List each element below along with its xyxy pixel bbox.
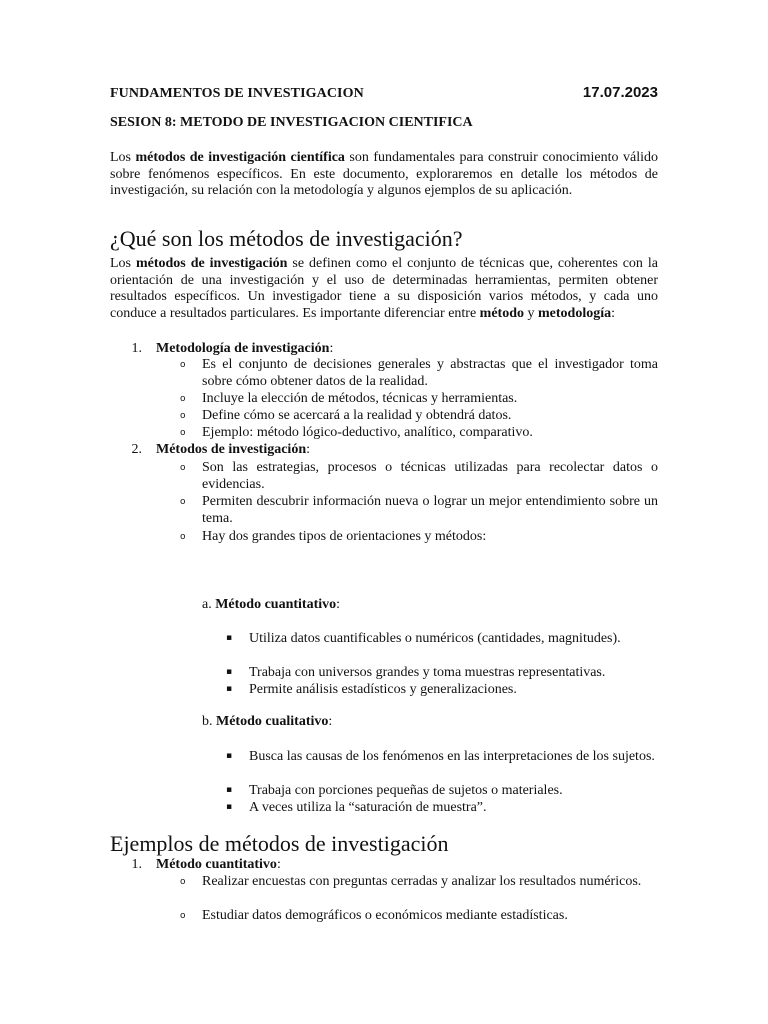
square-bullet-icon: ▪ — [226, 667, 233, 677]
session-title: SESION 8: METODO DE INVESTIGACION CIENTIFICA — [110, 115, 473, 130]
method-title: Método cualitativo — [216, 714, 329, 729]
method-colon: : — [336, 597, 341, 612]
square-bullet-icon: ▪ — [226, 684, 233, 694]
method-point: Trabaja con porciones pequeñas de sujetos o materiales. — [249, 783, 563, 798]
def-text-and: y — [524, 305, 538, 321]
list-item-colon: : — [306, 442, 310, 457]
sublist-item: Realizar encuestas con preguntas cerradas y analizar los resultados numéricos. — [202, 874, 642, 889]
document-page — [110, 0, 658, 1024]
circle-bullet-icon: o — [180, 428, 186, 438]
method-letter: a. — [202, 597, 212, 612]
circle-bullet-icon: o — [180, 877, 186, 887]
sublist-item: Hay dos grandes tipos de orientaciones y métodos: — [202, 529, 487, 544]
square-bullet-icon: ▪ — [226, 785, 233, 795]
list-item-title-text: Métodos de investigación — [156, 442, 307, 457]
list-item-title-text: Metodología de investigación — [156, 341, 330, 356]
sublist-item: Son las estrategias, procesos o técnicas utilizadas para recolectar datos o evidencias. — [202, 460, 658, 492]
circle-bullet-icon: o — [180, 411, 186, 421]
method-letter: b. — [202, 714, 213, 729]
method-point: A veces utiliza la “saturación de muestra”. — [249, 800, 487, 815]
method-heading-cuantitativo — [202, 597, 340, 614]
intro-text-rest: son fundamentales para construir conocimiento válido sobre fenómenos específicos. En este documento, exploraremos en detalle los métodos de investigación, su relación con la metodología y algunos ejemplos de su aplicación. — [110, 150, 658, 198]
method-point: Busca las causas de los fenómenos en las interpretaciones de los sujetos. — [249, 749, 655, 764]
list-item-colon: : — [276, 857, 281, 872]
def-text-end: : — [611, 305, 615, 321]
method-point: Utiliza datos cuantificables o numéricos (cantidades, magnitudes). — [249, 631, 621, 646]
intro-paragraph — [110, 150, 658, 200]
circle-bullet-icon: o — [180, 394, 186, 404]
document-header — [110, 86, 658, 104]
list-item-title — [156, 341, 333, 358]
list-number: 2. — [131, 442, 142, 457]
method-title: Método cuantitativo — [215, 597, 337, 612]
intro-text-start: Los — [110, 150, 136, 165]
sublist-item: Incluye la elección de métodos, técnicas y herramientas. — [202, 391, 518, 406]
sublist-item: Estudiar datos demográficos o económicos mediante estadísticas. — [202, 908, 568, 923]
document-date: 17.07.2023 — [582, 84, 658, 101]
sublist-item: Es el conjunto de decisiones generales y abstractas que el investigador toma sobre cómo obtener datos de la realidad. — [202, 357, 658, 389]
list-number: 1. — [131, 341, 142, 356]
intro-bold-term: métodos de investigación científica — [135, 150, 345, 165]
square-bullet-icon: ▪ — [226, 751, 233, 761]
list-item-title — [156, 442, 310, 459]
circle-bullet-icon: o — [180, 497, 186, 507]
course-title: FUNDAMENTOS DE INVESTIGACION — [110, 86, 364, 101]
definition-paragraph — [110, 256, 658, 322]
list-item-title-text: Método cuantitativo — [156, 857, 277, 872]
section-heading-examples: Ejemplos de métodos de investigación — [110, 831, 449, 856]
sublist-item: Define cómo se acercará a la realidad y obtendrá datos. — [202, 408, 512, 423]
square-bullet-icon: ▪ — [226, 633, 233, 643]
list-item-colon: : — [329, 341, 334, 356]
method-point: Trabaja con universos grandes y toma muestras representativas. — [249, 665, 606, 680]
circle-bullet-icon: o — [180, 911, 186, 921]
def-bold-term: métodos de investigación — [135, 256, 288, 271]
circle-bullet-icon: o — [180, 360, 186, 370]
list-number: 1. — [131, 857, 142, 872]
def-bold-metodo: método — [479, 305, 524, 321]
method-heading-cualitativo — [202, 714, 332, 731]
def-text-mid: se definen como el conjunto de técnicas que, coherentes con la orientación de una investigación y el uso de determinadas herramientas, permiten obtener resultados específicos. Un investigador tiene a su disposición varios métodos, y cada uno conduce a resultados particulares. Es importante diferenciar entre — [110, 256, 658, 321]
sublist-item: Ejemplo: método lógico-deductivo, analítico, comparativo. — [202, 425, 533, 440]
sublist-item: Permiten descubrir información nueva o lograr un mejor entendimiento sobre un tema. — [202, 494, 658, 526]
square-bullet-icon: ▪ — [226, 802, 233, 812]
method-colon: : — [328, 714, 333, 729]
circle-bullet-icon: o — [180, 463, 186, 473]
def-bold-metodologia: metodología — [538, 305, 612, 321]
def-text-start: Los — [110, 256, 136, 271]
section-heading-what-are-methods: ¿Qué son los métodos de investigación? — [110, 226, 463, 251]
list-item-title — [156, 857, 281, 874]
circle-bullet-icon: o — [180, 532, 186, 542]
method-point: Permite análisis estadísticos y generalizaciones. — [249, 682, 517, 697]
